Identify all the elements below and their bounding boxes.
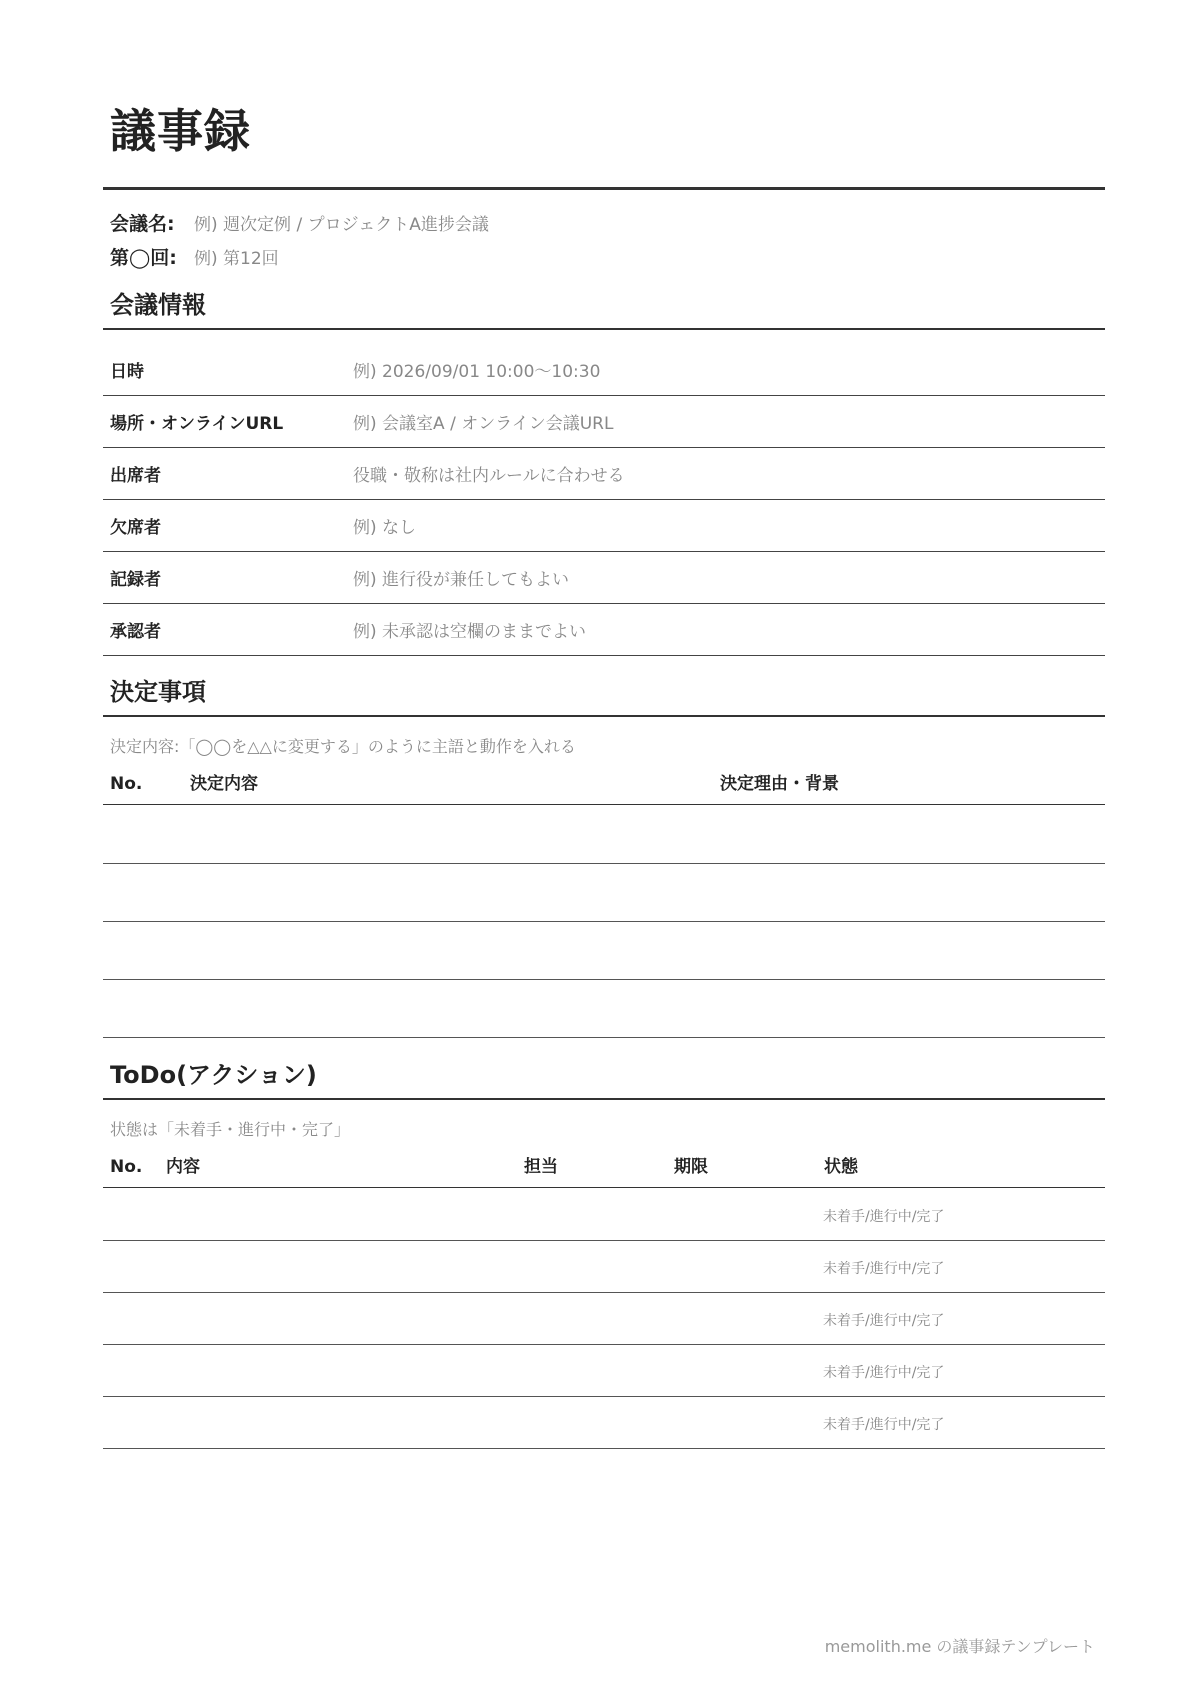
info-heading: 会議情報 (110, 291, 206, 319)
footer-credit: memolith.me の議事録テンプレート (824, 1637, 1095, 1656)
decisions-heading: 決定事項 (110, 678, 206, 706)
todo-row[interactable] (103, 1397, 1105, 1449)
column-header-owner: 担当 (524, 1157, 558, 1177)
column-header-status: 状態 (824, 1157, 858, 1177)
decisions-hint: 決定内容:「◯◯を△△に変更する」のように主語と動作を入れる (110, 737, 576, 756)
todo-status[interactable]: 未着手/進行中/完了 (823, 1261, 945, 1277)
decisions-table-header (103, 764, 1105, 805)
todo-status[interactable]: 未着手/進行中/完了 (823, 1209, 945, 1225)
info-row-approver (103, 604, 1105, 656)
session-value[interactable]: 例) 第12回 (194, 248, 279, 269)
info-heading-divider (103, 328, 1105, 330)
info-value[interactable]: 役職・敬称は社内ルールに合わせる (353, 466, 625, 486)
todo-status[interactable]: 未着手/進行中/完了 (823, 1365, 945, 1381)
todo-heading-divider (103, 1098, 1105, 1100)
info-row-absentees (103, 500, 1105, 552)
meeting-name-row (110, 207, 489, 237)
info-label: 出席者 (110, 466, 161, 486)
info-value[interactable]: 例) 進行役が兼任してもよい (353, 570, 570, 590)
info-label: 承認者 (110, 622, 161, 642)
todo-table-header (103, 1147, 1105, 1188)
decision-row[interactable] (103, 980, 1105, 1038)
info-value[interactable]: 例) なし (353, 518, 417, 538)
todo-row[interactable] (103, 1241, 1105, 1293)
column-header-no: No. (110, 1157, 143, 1177)
column-header-content: 内容 (166, 1157, 200, 1177)
todo-heading: ToDo(アクション) (110, 1061, 317, 1089)
column-header-due: 期限 (674, 1157, 708, 1177)
todo-row[interactable] (103, 1293, 1105, 1345)
decision-row[interactable] (103, 922, 1105, 980)
info-row-location (103, 396, 1105, 448)
todo-status[interactable]: 未着手/進行中/完了 (823, 1417, 945, 1433)
info-label: 欠席者 (110, 518, 161, 538)
info-label: 記録者 (110, 570, 161, 590)
title-divider (103, 187, 1105, 190)
document-title: 議事録 (110, 104, 251, 158)
info-value[interactable]: 例) 会議室A / オンライン会議URL (353, 414, 614, 434)
todo-hint: 状態は「未着手・進行中・完了」 (110, 1120, 351, 1139)
column-header-no: No. (110, 774, 143, 794)
decision-row[interactable] (103, 806, 1105, 864)
todo-status[interactable]: 未着手/進行中/完了 (823, 1313, 945, 1329)
info-row-datetime (103, 344, 1105, 396)
info-value[interactable]: 例) 未承認は空欄のままでよい (353, 622, 587, 642)
decision-row[interactable] (103, 864, 1105, 922)
decisions-heading-divider (103, 715, 1105, 717)
session-label: 第◯回: (110, 246, 177, 269)
session-row (110, 241, 279, 271)
info-label: 場所・オンラインURL (110, 414, 284, 434)
info-row-attendees (103, 448, 1105, 500)
meeting-name-label: 会議名: (110, 212, 175, 235)
column-header-reason: 決定理由・背景 (720, 774, 839, 794)
info-row-recorder (103, 552, 1105, 604)
info-label: 日時 (110, 362, 144, 382)
todo-row[interactable] (103, 1345, 1105, 1397)
meeting-name-value[interactable]: 例) 週次定例 / プロジェクトA進捗会議 (194, 214, 489, 235)
todo-row[interactable] (103, 1189, 1105, 1241)
info-value[interactable]: 例) 2026/09/01 10:00〜10:30 (353, 362, 601, 382)
column-header-content: 決定内容 (190, 774, 258, 794)
